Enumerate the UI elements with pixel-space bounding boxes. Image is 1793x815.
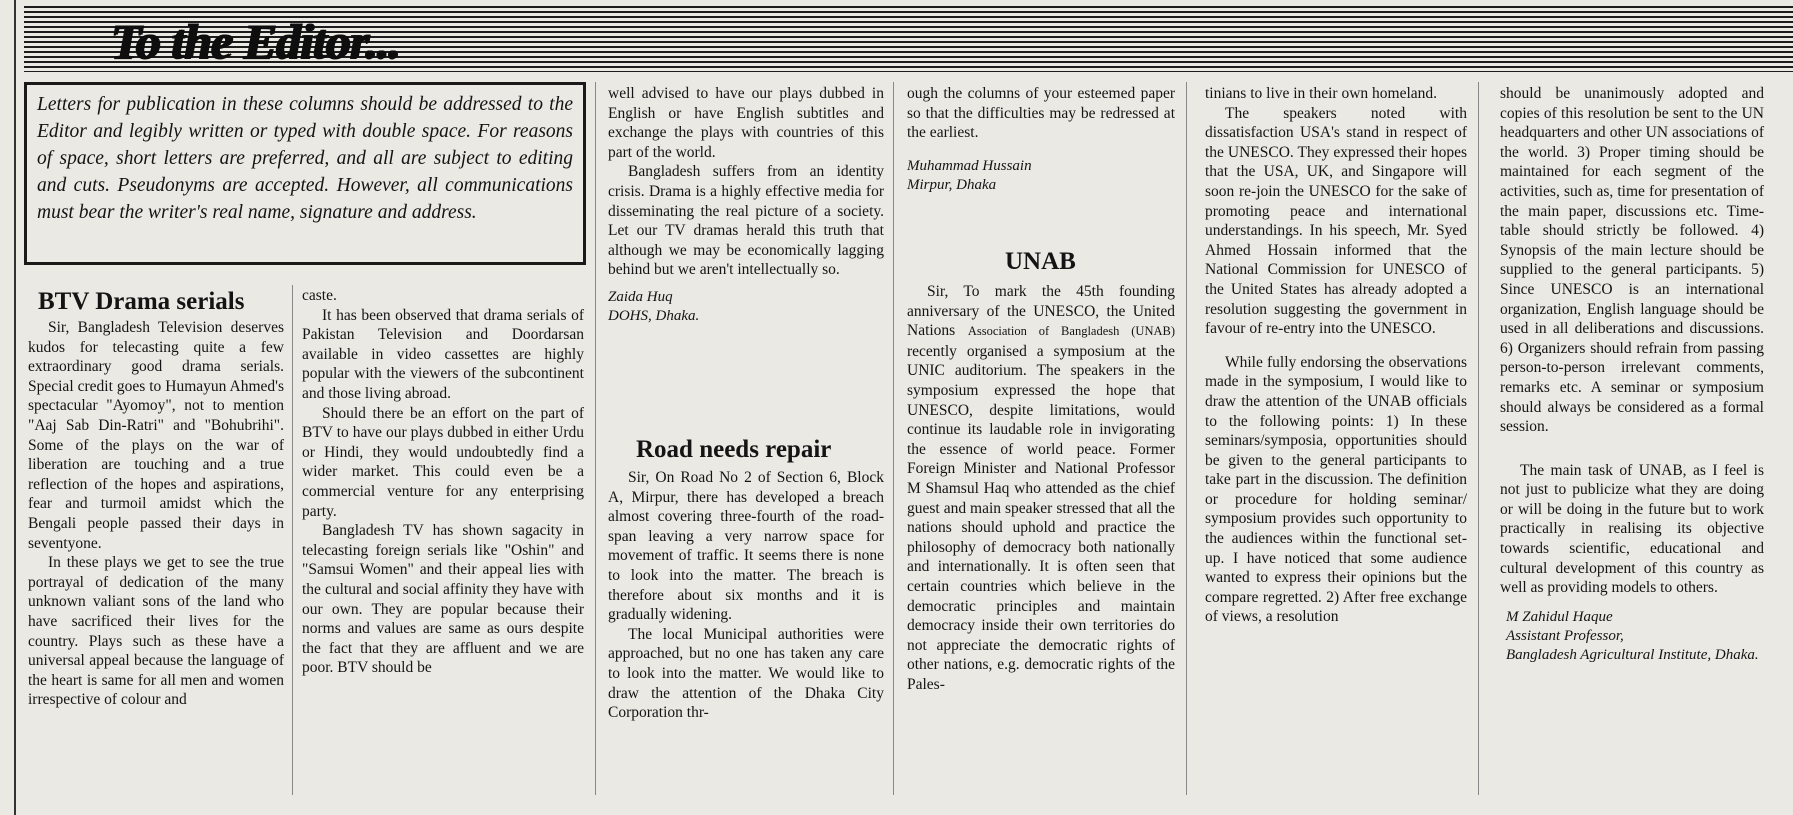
btv-paragraph-4: Should there be an effort on the part of BTV to have our plays dubbed in either Urdu or Hindi, they would undoubtedly find a wider market. This could even be a commercial venture for any enterprising party. [302,404,584,520]
page-left-rule [14,0,16,815]
btv-paragraph-3: It has been observed that drama serials of Pakistan Television and Doordarsan available in video cassettes are highly popular with the viewers of the subcontinent and those living abroad. [302,306,584,402]
road-paragraph-2: The local Municipal authorities were approached, but no one has taken any care to look into the matter. We would like to draw the attention of the Dhaka City Corporation thr- [608,625,884,722]
column-2 [302,286,584,678]
unab-p1-part-b: recently organised a symposium at the UNIC auditorium. The speakers in the symposium expressed the hope that UNESCO, despite limitations, would continue its laudable role in invigorating the essence of world peace. Former Foreign Minister and National Professor M Shamsul Haq who attended as the chief guest and main speaker stressed that all the nations should uphold and practice the philosophy of democracy both nationally and internationally. It is often seen that certain countries which believe in the democratic principles and maintain democracy inside their own territories do not appreciate the democratic rights of other nations, e.g. democratic rights of the Pales- [907,342,1175,693]
letter-heading-unab: UNAB [1005,248,1076,275]
section-banner [24,6,1793,72]
btv-signature [608,288,884,326]
column-divider [893,82,894,795]
road-paragraph-2-continued: ough the columns of your esteemed paper so that the difficulties may be redressed at the earliest. [907,85,1175,142]
column-divider [595,82,596,795]
signature-institution: Bangladesh Agricultural Institute, Dhaka. [1506,646,1759,663]
unab-p1-part-a: Sir, To mark the 45th founding anniversary of the UNESCO, the United Nations [907,283,1175,340]
unab-paragraph-2: The speakers noted with dissatisfaction USA's stand in respect of the UNESCO. They expressed their hopes that the USA, UK, and Singapore will soon re-join the UNESCO for the sake of promoting peace and international understandings. In his speech, Mr. Syed Ahmed Hossain informed that the National Commission for UNESCO of the United States has already adopted a resolution suggesting the government in favour of re-entry into the UNESCO. [1205,104,1467,338]
section-title: To the Editor... [110,13,400,69]
column-1 [28,318,284,710]
btv-paragraph-1: Sir, Bangladesh Television deserves kudos for telecasting quite a few extraordinary good drama serials. Special credit goes to Humayun Ahmed's spectacular "Ayomoy", not to mention "Aaj Sab Din-Ratri" and "Bohubrihi". Some of the plays on the war of liberation are touching and a true reflection of the hopes and aspirations, fear and turmoil amidst which the Bengali people passed their days in seventyone. [28,319,284,552]
column-divider [1478,82,1479,795]
column-divider [292,285,293,795]
btv-paragraph-2-continued: caste. [302,287,337,304]
signature-title: Assistant Professor, [1506,627,1624,644]
column-4-lower [907,282,1175,694]
unab-paragraph-3: While fully endorsing the observations made in the symposium, I would like to draw the attention of the UNAB officials to the following points: 1) In these seminars/symposia, opportunities should be given to the general participants to take part in the discussion. The definition or procedure for holding seminar/ symposium provides such opportunity to the audiences within the functional set-up. I have noticed that some audience wanted to express their opinions but the compare regretted. 2) After free exchange of views, a resolution [1205,353,1467,626]
unab-paragraph-1-continued: tinians to live in their own homeland. [1205,85,1438,102]
signature-name: Zaida Huq [608,288,673,305]
signature-place: DOHS, Dhaka. [608,307,700,324]
column-5 [1205,84,1467,627]
letter-heading-road: Road needs repair [636,436,832,463]
column-3-lower [608,468,884,723]
letter-heading-btv: BTV Drama serials [38,288,245,315]
unab-paragraph-1 [907,282,1175,694]
btv-paragraph-5: Bangladesh TV has shown sagacity in telecasting foreign serials like "Oshin" and "Samsui Women" and their appeal lies with the cultural and social affinity they have with our own. They are popular because their norms and values are same as ours despite the fact that they are affluent and we are poor. BTV should be [302,522,584,677]
editor-notice-box: Letters for publication in these columns should be addressed to the Editor and legibly written or typed with double space. For reasons of space, short letters are preferred, and all are subject to editing and cuts. Pseudonyms are accepted. However, all communications must bear the writer's real name, signature and address. [24,82,586,265]
unab-signature [1500,608,1764,665]
column-6 [1500,84,1764,665]
unab-paragraph-4: The main task of UNAB, as I feel is not just to publicize what they are doing or will be doing in the future but to work practically in realising its objective towards scientific, educational and cultural development of this country as well as providing models to others. [1500,461,1764,597]
road-signature [907,157,1175,195]
column-4 [907,84,1175,195]
column-divider [1186,82,1187,795]
signature-name: Muhammad Hussain [907,157,1032,174]
btv-paragraph-5-continued: well advised to have our plays dubbed in English or have English subtitles and exchange the plays with countries of this part of the world. [608,85,884,161]
signature-name: M Zahidul Haque [1506,608,1613,625]
btv-paragraph-2: In these plays we get to see the true portrayal of dedication of the many unknown valiant sons of the land who have sacrificed their lives for the country. Plays such as these have a universal appeal because the language of the heart is same for all men and women irrespective of colour and [28,554,284,709]
signature-place: Mirpur, Dhaka [907,176,997,193]
btv-paragraph-6: Bangladesh suffers from an identity crisis. Drama is a highly effective media for disseminating the real picture of a society. Let our TV dramas herald this truth that although we may be economically lagging behind but we aren't intellectually so. [608,163,884,279]
road-paragraph-1: Sir, On Road No 2 of Section 6, Block A, Mirpur, there has developed a breach almost covering three-fourth of the road-span leaving a very narrow space for movement of traffic. It seems there is none to look into the matter. The breach is therefore about six months and it is gradually widening. [608,469,884,624]
unab-paragraph-3-continued: should be unanimously adopted and copies of this resolution be sent to the UN headquarters and other UN associations of the world. 3) Proper timing should be maintained for each segment of the activities, such as, time for presentation of the main paper, discussions etc. Time-table should strictly be followed. 4) Synopsis of the main lecture should be supplied to the general participants. 5) Since UNESCO is an international organization, English language should be used in all deliberations and discussions. 6) Organizers should refrain from passing person-to-person irrelevant comments, remarks etc. A seminar or symposium should always be considered as a formal session. [1500,85,1764,436]
unab-organisation-name: Association of Bangladesh (UNAB) [967,324,1176,339]
column-3 [608,84,884,326]
